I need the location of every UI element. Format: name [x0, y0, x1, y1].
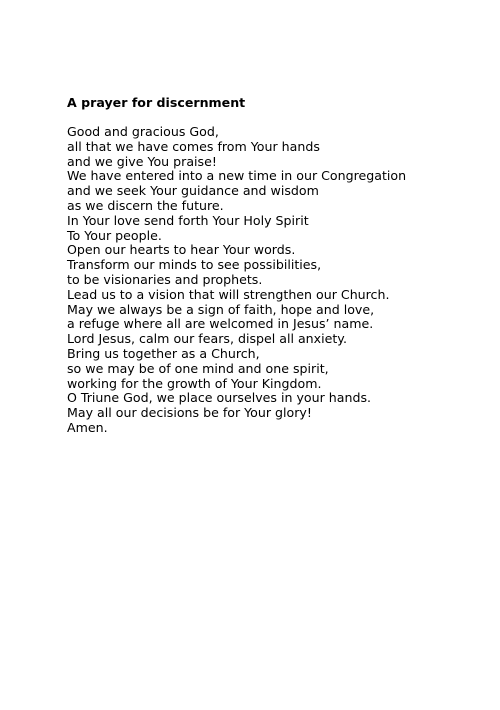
- prayer-line: and we give You praise!: [67, 153, 217, 169]
- prayer-line: May we always be a sign of faith, hope and love,: [67, 301, 375, 317]
- prayer-line: as we discern the future.: [67, 197, 224, 213]
- prayer-line: Lead us to a vision that will strengthen our Church.: [67, 286, 390, 302]
- prayer-line: to be visionaries and prophets.: [67, 271, 263, 287]
- prayer-line: We have entered into a new time in our Congregation: [67, 168, 407, 184]
- prayer-line: Transform our minds to see possibilities,: [67, 257, 322, 273]
- prayer-line: To Your people.: [67, 227, 162, 243]
- prayer-text: [67, 125, 406, 436]
- prayer-line: May all our decisions be for Your glory!: [67, 405, 312, 421]
- prayer-line: all that we have comes from Your hands: [67, 138, 320, 154]
- document-title: A prayer for discernment: [67, 95, 246, 110]
- prayer-line: working for the growth of Your Kingdom.: [67, 375, 322, 391]
- prayer-line: Bring us together as a Church,: [67, 345, 260, 361]
- prayer-line: so we may be of one mind and one spirit,: [67, 360, 329, 376]
- prayer-line: Lord Jesus, calm our fears, dispel all anxiety.: [67, 331, 347, 347]
- prayer-line: In Your love send forth Your Holy Spirit: [67, 212, 309, 228]
- prayer-line: and we seek Your guidance and wisdom: [67, 183, 319, 199]
- prayer-line: Good and gracious God,: [67, 124, 219, 139]
- prayer-line: a refuge where all are welcomed in Jesus’ name.: [67, 316, 374, 332]
- prayer-line: Open our hearts to hear Your words.: [67, 242, 296, 258]
- prayer-line: O Triune God, we place ourselves in your hands.: [67, 390, 372, 406]
- prayer-line: Amen.: [67, 419, 108, 435]
